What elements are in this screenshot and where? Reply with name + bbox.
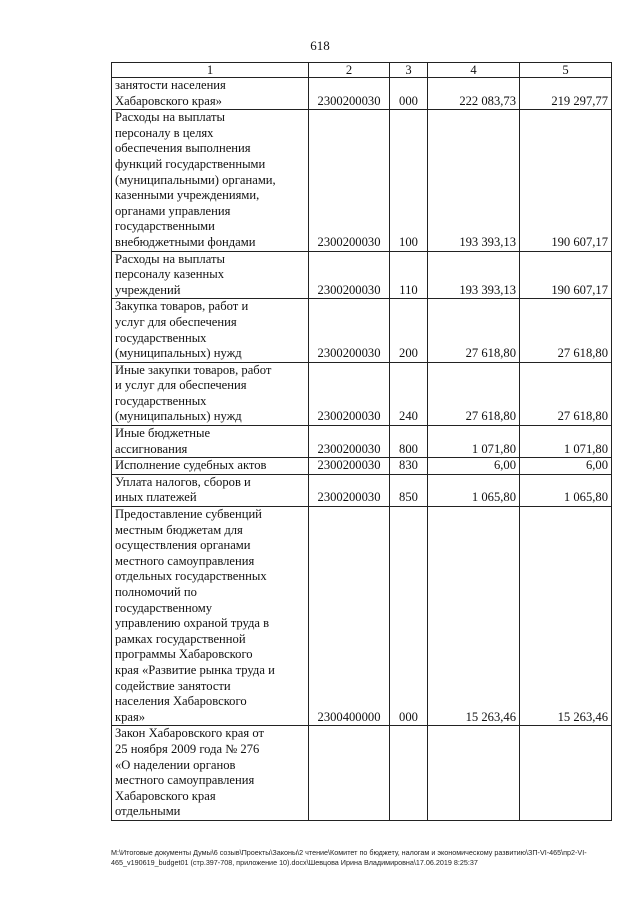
description-line: содействие занятости [115, 678, 231, 693]
amount-column-4: 1 065,80 [428, 474, 520, 506]
amount-column-5: 6,00 [520, 458, 612, 475]
description-line: Иные бюджетные [115, 426, 211, 441]
budget-table [111, 62, 612, 821]
description-line: иных платежей [115, 490, 197, 505]
amount-column-4: 193 393,13 [428, 251, 520, 299]
expense-type-code: 200 [390, 299, 428, 362]
description-line: программы Хабаровского [115, 647, 253, 662]
target-article-code: 2300200030 [309, 78, 390, 110]
table-header-row [112, 63, 612, 78]
description-line: государственных [115, 393, 207, 408]
description-line: обеспечения выполнения [115, 141, 251, 156]
amount-column-4: 1 071,80 [428, 426, 520, 458]
description-line: Иные закупки товаров, работ [115, 362, 272, 377]
description-line: (муниципальных) нужд [115, 409, 242, 424]
expense-type-code: 240 [390, 362, 428, 425]
target-article-code: 2300200030 [309, 110, 390, 251]
amount-column-5 [520, 726, 612, 821]
description-line: края» [115, 709, 146, 724]
expense-type-code: 800 [390, 426, 428, 458]
description-line: Исполнение судебных актов [115, 458, 267, 473]
target-article-code: 2300200030 [309, 474, 390, 506]
description-line: внебюджетными фондами [115, 234, 256, 249]
description-line: функций государственными [115, 156, 266, 171]
row-description [112, 726, 309, 821]
amount-column-5: 190 607,17 [520, 110, 612, 251]
description-line: Расходы на выплаты [115, 110, 225, 125]
target-article-code: 2300200030 [309, 251, 390, 299]
amount-column-4 [428, 726, 520, 821]
amount-column-5: 1 065,80 [520, 474, 612, 506]
description-line: Уплата налогов, сборов и [115, 474, 251, 489]
amount-column-5: 219 297,77 [520, 78, 612, 110]
expense-type-code: 110 [390, 251, 428, 299]
table-row [112, 299, 612, 362]
description-line: занятости населения [115, 78, 226, 92]
expense-type-code: 830 [390, 458, 428, 475]
row-description [112, 110, 309, 251]
description-line: 25 ноября 2009 года № 276 [115, 741, 260, 756]
description-line: осуществления органами [115, 538, 251, 553]
table-row [112, 726, 612, 821]
table-row [112, 426, 612, 458]
description-line: местного самоуправления [115, 553, 255, 568]
description-line: казенными учреждениями, [115, 188, 260, 203]
description-line: отдельных государственных [115, 569, 267, 584]
expense-type-code: 100 [390, 110, 428, 251]
expense-type-code: 000 [390, 78, 428, 110]
table-body [112, 78, 612, 821]
target-article-code: 2300200030 [309, 362, 390, 425]
table-row [112, 362, 612, 425]
table-row [112, 251, 612, 299]
description-line: персоналу казенных [115, 267, 225, 282]
description-line: и услуг для обеспечения [115, 378, 247, 393]
footer-line: 465_v190619_budget01 (стр.397-708, приложение 10).docx\Шевцова Ирина Владимировна\17.06.2019 8:25:37 [111, 858, 478, 867]
description-line: Предоставление субвенций [115, 507, 262, 522]
row-description [112, 299, 309, 362]
description-line: «О наделении органов [115, 757, 236, 772]
amount-column-4: 222 083,73 [428, 78, 520, 110]
row-description [112, 78, 309, 110]
table-row [112, 78, 612, 110]
description-line: Закон Хабаровского края от [115, 726, 264, 741]
description-line: государственному [115, 600, 213, 615]
column-header: 5 [520, 63, 612, 78]
amount-column-4: 193 393,13 [428, 110, 520, 251]
column-header: 2 [309, 63, 390, 78]
amount-column-5: 190 607,17 [520, 251, 612, 299]
amount-column-5: 27 618,80 [520, 299, 612, 362]
table-row [112, 474, 612, 506]
description-line: управлению охраной труда в [115, 616, 270, 631]
expense-type-code [390, 726, 428, 821]
column-header: 3 [390, 63, 428, 78]
document-path-footer [111, 848, 616, 868]
description-line: (муниципальными) органами, [115, 172, 276, 187]
description-line: услуг для обеспечения [115, 314, 237, 329]
description-line: Хабаровского края» [115, 93, 222, 108]
expense-type-code: 000 [390, 507, 428, 726]
amount-column-4: 27 618,80 [428, 299, 520, 362]
description-line: рамках государственной [115, 631, 246, 646]
amount-column-5: 27 618,80 [520, 362, 612, 425]
page-number: 618 [310, 38, 330, 53]
row-description [112, 251, 309, 299]
description-line: государственными [115, 219, 215, 234]
description-line: края «Развитие рынка труда и [115, 662, 275, 677]
table-row [112, 458, 612, 475]
description-line: населения Хабаровского [115, 694, 247, 709]
description-line: ассигнования [115, 441, 188, 456]
target-article-code: 2300200030 [309, 426, 390, 458]
row-description [112, 458, 309, 475]
expense-type-code: 850 [390, 474, 428, 506]
column-header: 1 [112, 63, 309, 78]
amount-column-5: 1 071,80 [520, 426, 612, 458]
target-article-code: 2300400000 [309, 507, 390, 726]
column-header: 4 [428, 63, 520, 78]
description-line: местным бюджетам для [115, 522, 243, 537]
description-line: персоналу в целях [115, 125, 214, 140]
target-article-code: 2300200030 [309, 299, 390, 362]
description-line: местного самоуправления [115, 773, 255, 788]
row-description [112, 474, 309, 506]
description-line: органами управления [115, 203, 231, 218]
amount-column-4: 27 618,80 [428, 362, 520, 425]
description-line: государственных [115, 330, 207, 345]
target-article-code: 2300200030 [309, 458, 390, 475]
amount-column-4: 15 263,46 [428, 507, 520, 726]
row-description [112, 507, 309, 726]
description-line: полномочий по [115, 585, 197, 599]
description-line: учреждений [115, 282, 181, 297]
description-line: Расходы на выплаты [115, 251, 225, 266]
description-line: Хабаровского края [115, 788, 216, 803]
table-row [112, 110, 612, 251]
row-description [112, 426, 309, 458]
amount-column-4: 6,00 [428, 458, 520, 475]
row-description [112, 362, 309, 425]
description-line: (муниципальных) нужд [115, 346, 242, 361]
description-line: отдельными [115, 804, 181, 819]
table-row [112, 507, 612, 726]
description-line: Закупка товаров, работ и [115, 299, 249, 314]
footer-line: М:\Итоговые документы Думы\6 созыв\Проекты\Законы\2 чтение\Комитет по бюджету, налогам и экономическому развитию\ЗП-VI-465\пр2-VI- [111, 848, 587, 857]
target-article-code [309, 726, 390, 821]
amount-column-5: 15 263,46 [520, 507, 612, 726]
